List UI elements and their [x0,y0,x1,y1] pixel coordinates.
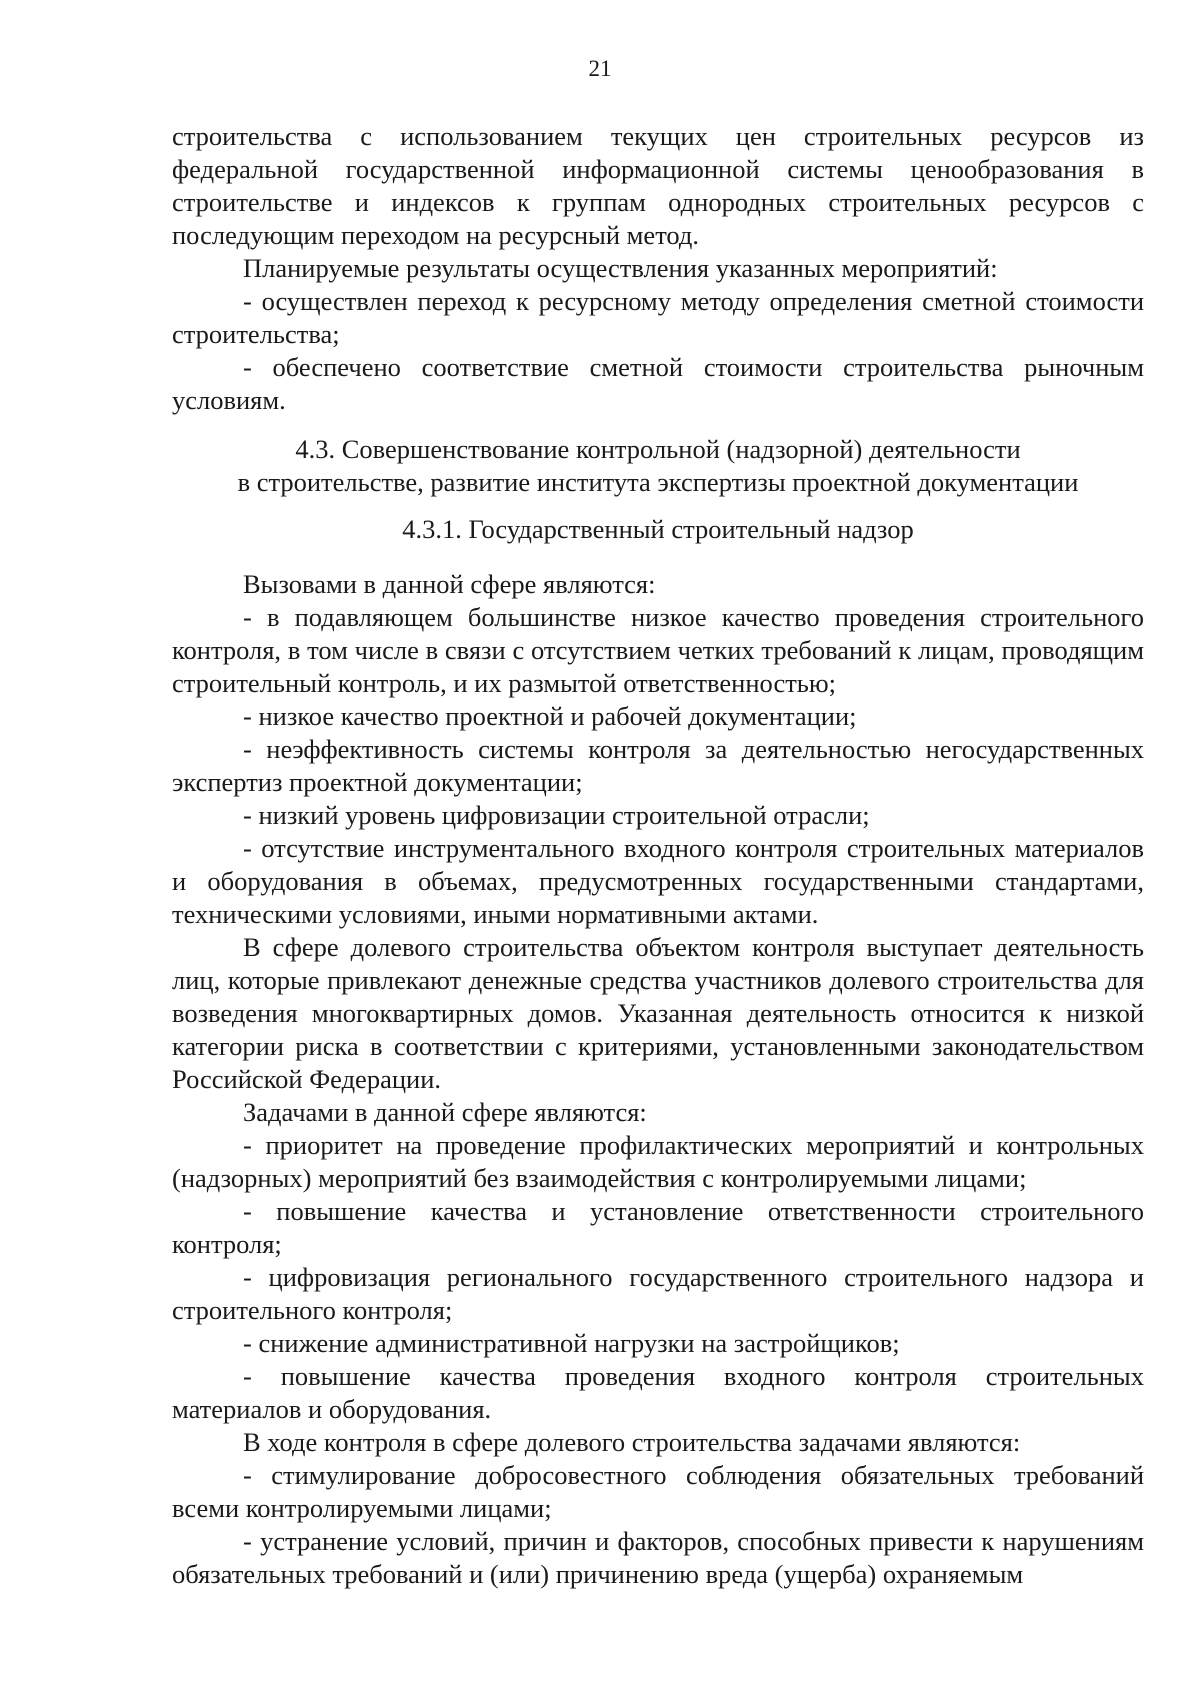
list-item: - осуществлен переход к ресурсному методу определения сметной стоимости строительства; [172,286,1144,349]
paragraph: Планируемые результаты осуществления указанных мероприятий: [243,253,998,283]
section-heading-line: 4.3. Совершенствование контрольной (надзорной) деятельности [295,434,1021,464]
section-heading [172,433,1144,499]
list-item: - обеспечено соответствие сметной стоимости строительства рыночным условиям. [172,352,1144,415]
list-item: - низкий уровень цифровизации строительной отрасли; [243,800,870,830]
list-item: - стимулирование добросовестного соблюдения обязательных требований всеми контролируемыми лицами; [172,1460,1144,1523]
list-item: - в подавляющем большинстве низкое качество проведения строительного контроля, в том числе в связи с отсутствием четких требований к лицам, проводящим строительный контроль, и их размытой ответственностью; [172,602,1144,698]
subsection-heading: 4.3.1. Государственный строительный надзор [402,514,914,544]
section-heading-line: в строительстве, развитие института экспертизы проектной документации [237,467,1079,497]
paragraph: Вызовами в данной сфере являются: [243,569,656,599]
list-item: - низкое качество проектной и рабочей документации; [243,701,857,731]
list-item: - устранение условий, причин и факторов, способных привести к нарушениям обязательных требований и (или) причинению вреда (ущерба) охраняемым [172,1526,1144,1589]
paragraph: В ходе контроля в сфере долевого строительства задачами являются: [243,1427,1021,1457]
paragraph: В сфере долевого строительства объектом контроля выступает деятельность лиц, которые привлекают денежные средства участников долевого строительства для возведения многоквартирных домов. Указанная деятельность относится к низкой категории риска в соответствии с критериями, установленными законодательством Российской Федерации. [172,932,1144,1094]
page-number: 21 [588,56,612,81]
paragraph: Задачами в данной сфере являются: [243,1097,647,1127]
list-item: - приоритет на проведение профилактических мероприятий и контрольных (надзорных) мероприятий без взаимодействия с контролируемыми лицами; [172,1130,1144,1193]
paragraph: строительства с использованием текущих цен строительных ресурсов из федеральной государственной информационной системы ценообразования в строительстве и индексов к группам однородных строительных ресурсов с последующим переходом на ресурсный метод. [172,121,1144,250]
list-item: - отсутствие инструментального входного контроля строительных материалов и оборудования в объемах, предусмотренных государственными стандартами, техническими условиями, иными нормативными актами. [172,833,1144,929]
list-item: - цифровизация регионального государственного строительного надзора и строительного контроля; [172,1262,1144,1325]
list-item: - повышение качества и установление ответственности строительного контроля; [172,1196,1144,1259]
list-item: - снижение административной нагрузки на застройщиков; [243,1328,900,1358]
list-item: - повышение качества проведения входного контроля строительных материалов и оборудования. [172,1361,1144,1424]
document-body [172,120,1144,1591]
list-item: - неэффективность системы контроля за деятельностью негосударственных экспертиз проектной документации; [172,734,1144,797]
